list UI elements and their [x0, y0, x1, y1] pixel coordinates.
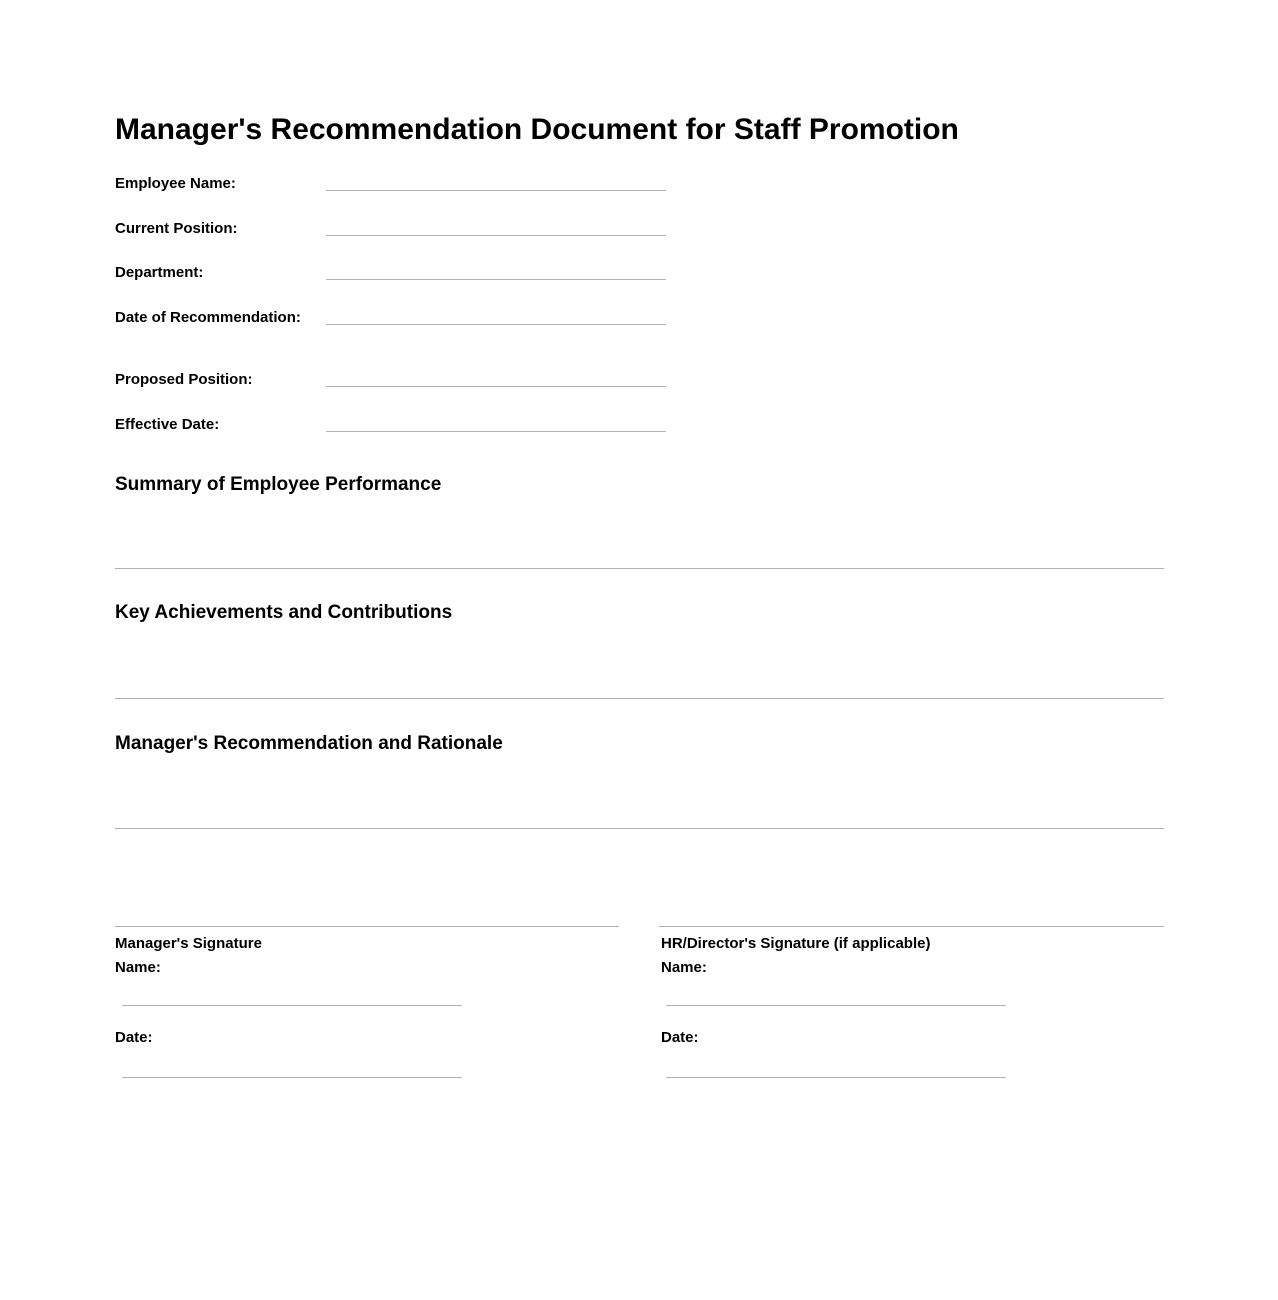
current-position-input-line[interactable] [326, 221, 666, 236]
section-heading-manager-recommendation: Manager's Recommendation and Rationale [115, 733, 503, 754]
key-achievements-content-area[interactable] [115, 628, 1164, 696]
field-label-proposed-position: Proposed Position: [115, 371, 253, 388]
field-label-effective-date: Effective Date: [115, 416, 220, 433]
manager-signature-title: Manager's Signature [115, 935, 262, 952]
section-heading-performance-summary: Summary of Employee Performance [115, 474, 442, 495]
document-title: Manager's Recommendation Document for Staff Promotion [115, 113, 959, 146]
manager-name-label: Name: [115, 959, 161, 976]
proposed-position-input-line[interactable] [326, 372, 666, 387]
hr-director-signature-line [659, 926, 1164, 927]
hr-director-date-input-line[interactable] [666, 1063, 1006, 1078]
field-label-department: Department: [115, 264, 204, 281]
hr-director-name-label: Name: [661, 959, 707, 976]
hr-director-date-label: Date: [661, 1029, 699, 1046]
section-divider-manager-recommendation [115, 828, 1164, 829]
section-divider-key-achievements [115, 698, 1164, 699]
manager-recommendation-content-area[interactable] [115, 759, 1164, 826]
manager-signature-line [115, 926, 619, 927]
employee-name-input-line[interactable] [326, 176, 666, 191]
date-of-recommendation-input-line[interactable] [326, 310, 666, 325]
field-label-employee-name: Employee Name: [115, 175, 236, 192]
section-divider-performance-summary [115, 568, 1164, 569]
department-input-line[interactable] [326, 265, 666, 280]
field-label-current-position: Current Position: [115, 220, 238, 237]
hr-director-name-input-line[interactable] [666, 991, 1006, 1006]
manager-date-label: Date: [115, 1029, 153, 1046]
effective-date-input-line[interactable] [326, 417, 666, 432]
field-label-date-of-recommendation: Date of Recommendation: [115, 309, 301, 326]
performance-summary-content-area[interactable] [115, 500, 1164, 566]
manager-date-input-line[interactable] [122, 1063, 462, 1078]
manager-name-input-line[interactable] [122, 991, 462, 1006]
section-heading-key-achievements: Key Achievements and Contributions [115, 602, 453, 623]
hr-director-signature-title: HR/Director's Signature (if applicable) [661, 935, 931, 952]
